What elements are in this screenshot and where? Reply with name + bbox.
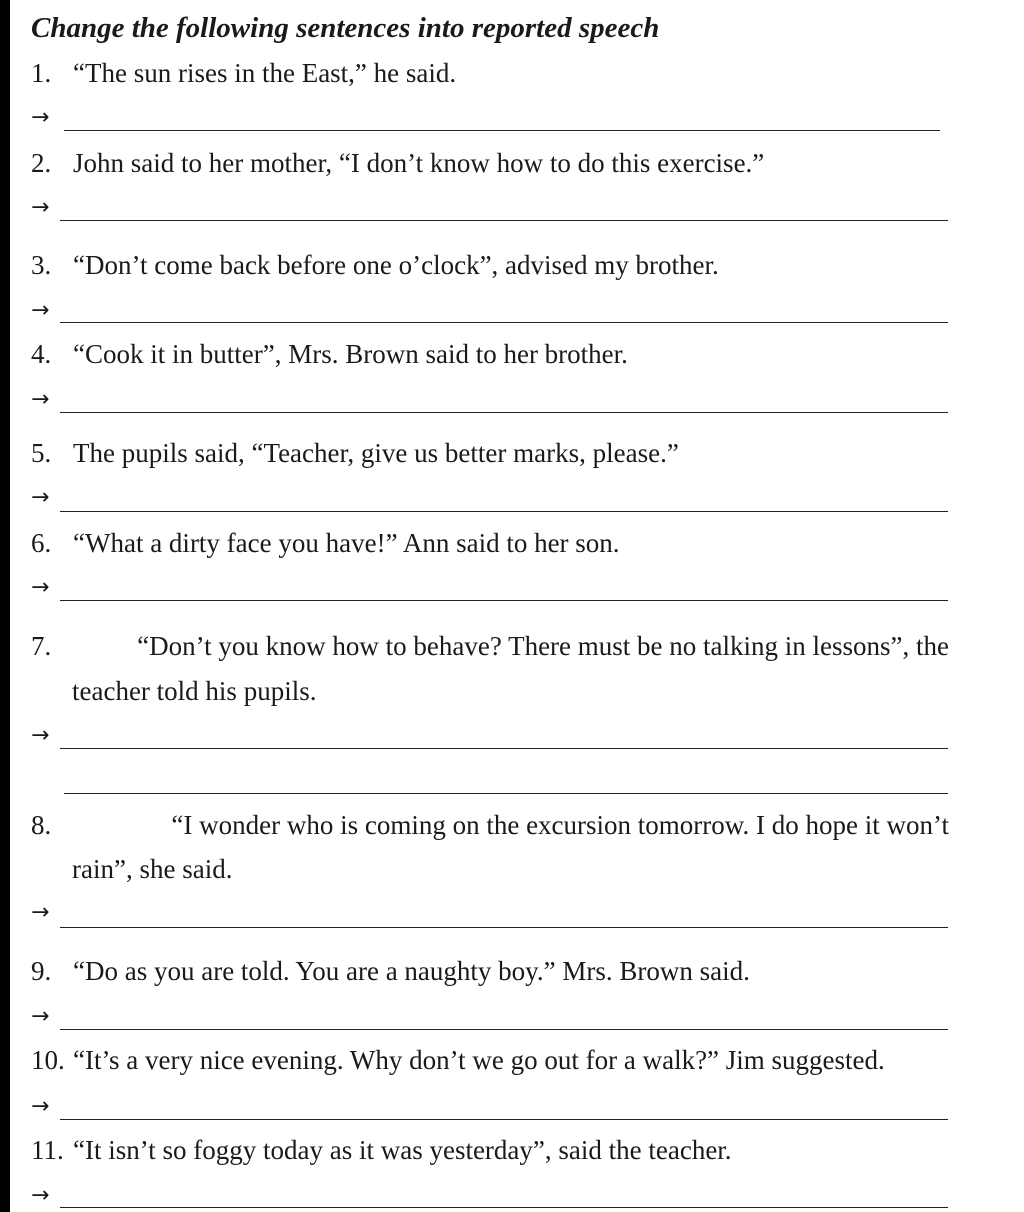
question-number: 2. [31,148,52,178]
question-10 [31,1045,885,1076]
question-4 [31,339,628,370]
question-number: 5. [31,438,52,468]
question-number: 3. [31,250,52,280]
answer-line-10[interactable] [60,1119,948,1120]
arrow-icon: → [31,387,50,412]
question-text: “The sun rises in the East,” he said. [73,58,457,88]
arrow-icon: → [31,105,50,130]
answer-line-4[interactable] [60,412,948,413]
question-number: 8. [31,810,52,840]
arrow-icon: → [31,1094,50,1119]
question-number: 6. [31,528,52,558]
question-text-continuation: rain”, she said. [72,854,233,884]
arrow-icon: → [31,195,50,220]
question-6 [31,528,620,559]
question-3 [31,250,719,281]
answer-line-9[interactable] [60,1029,948,1030]
question-text: “Cook it in butter”, Mrs. Brown said to her brother. [73,339,628,369]
arrow-icon: → [31,900,50,925]
question-text: “Don’t come back before one o’clock”, advised my brother. [73,250,719,280]
question-9 [31,956,750,987]
question-1 [31,58,456,89]
question-number: 9. [31,956,52,986]
question-number: 10. [31,1045,65,1075]
answer-line-5[interactable] [60,511,948,512]
question-number: 4. [31,339,52,369]
answer-line-11[interactable] [60,1207,948,1208]
question-number: 11. [31,1135,64,1165]
question-5 [31,438,679,469]
question-text: The pupils said, “Teacher, give us better marks, please.” [73,438,679,468]
question-text: “I wonder who is coming on the excursion tomorrow. I do hope it won’t [171,810,949,840]
arrow-icon: → [31,723,50,748]
arrow-icon: → [31,485,50,510]
question-2 [31,148,764,179]
question-8 [31,810,949,841]
worksheet-title: Change the following sentences into reported speech [31,12,660,44]
page-left-edge [0,0,10,1212]
arrow-icon: → [31,575,50,600]
question-text: “What a dirty face you have!” Ann said to her son. [73,528,620,558]
question-text-continuation: teacher told his pupils. [72,676,317,706]
question-7 [31,631,949,662]
answer-line-6[interactable] [60,600,948,601]
question-number: 7. [31,631,52,661]
answer-line-1[interactable] [64,130,940,131]
question-text: “It isn’t so foggy today as it was yesterday”, said the teacher. [73,1135,732,1165]
answer-line-7a[interactable] [60,748,948,749]
arrow-icon: → [31,1183,50,1208]
question-text: John said to her mother, “I don’t know how to do this exercise.” [73,148,765,178]
question-number: 1. [31,58,52,88]
arrow-icon: → [31,1004,50,1029]
question-text: “It’s a very nice evening. Why don’t we go out for a walk?” Jim suggested. [73,1045,885,1075]
arrow-icon: → [31,298,50,323]
question-11 [31,1135,732,1166]
answer-line-2[interactable] [60,220,948,221]
answer-line-8[interactable] [60,927,948,928]
question-text: “Do as you are told. You are a naughty boy.” Mrs. Brown said. [73,956,750,986]
answer-line-3[interactable] [60,322,948,323]
answer-line-7b[interactable] [64,793,948,794]
question-text: “Don’t you know how to behave? There must be no talking in lessons”, the [137,631,949,661]
